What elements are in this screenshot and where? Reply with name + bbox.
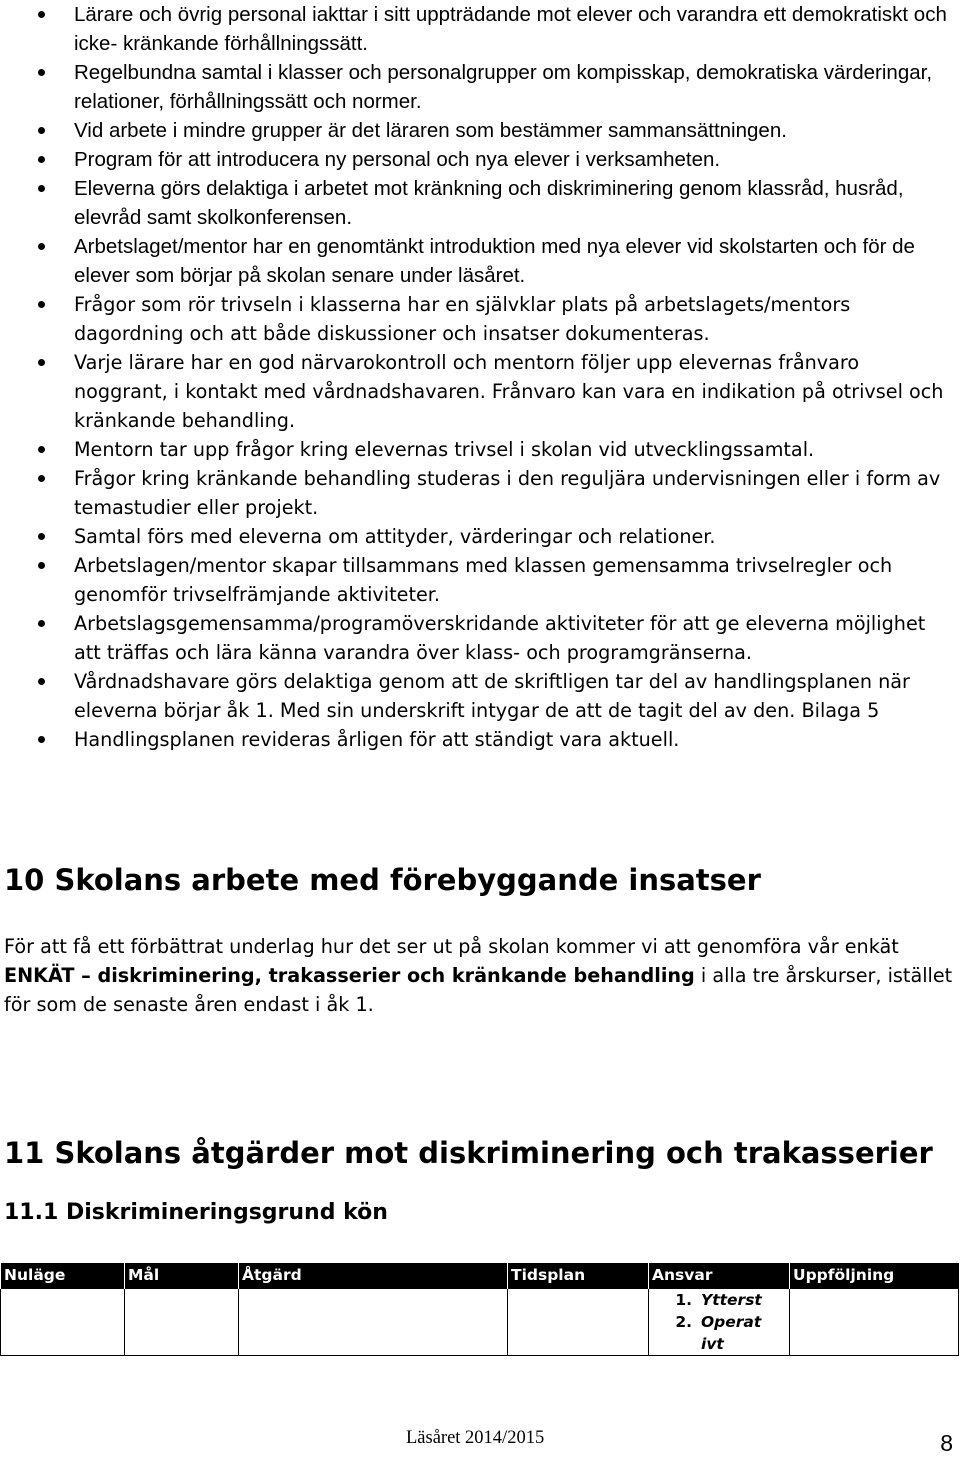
cell-tidsplan: [508, 1289, 649, 1356]
bullet-text: Mentorn tar upp frågor kring elevernas trivsel i skolan vid utvecklingssamtal.: [74, 438, 815, 461]
header-tidsplan: Tidsplan: [508, 1263, 649, 1289]
ansvar-item: [652, 1289, 786, 1311]
bullet-item: [0, 145, 960, 174]
bullet-dot-icon: [38, 156, 45, 163]
section-11-1-heading: 11.1 Diskrimineringsgrund kön: [4, 1200, 388, 1225]
ansvar-item: [652, 1311, 786, 1355]
bullet-dot-icon: [38, 446, 45, 453]
bullet-dot-icon: [38, 301, 45, 308]
bullet-text: Vårdnadshavare görs delaktiga genom att de skriftligen tar del av handlingsplanen när eleverna börjar åk 1. Med sin underskrift intygar de att de tagit del av den. Bilaga 5: [74, 670, 910, 722]
ansvar-item-number: 2.: [675, 1313, 692, 1331]
bullet-dot-icon: [38, 533, 45, 540]
bullet-item: [0, 116, 960, 145]
table-header-row: [1, 1263, 959, 1289]
cell-ansvar: [649, 1289, 790, 1356]
cell-nulage: [1, 1289, 125, 1356]
section-10-heading: 10 Skolans arbete med förebyggande insatser: [4, 863, 761, 897]
bullet-text: Handlingsplanen revideras årligen för att ständigt vara aktuell.: [74, 728, 680, 751]
bullet-text: Arbetslaget/mentor har en genomtänkt introduktion med nya elever vid skolstarten och för de elever som börjar på skolan senare under läsåret.: [74, 235, 915, 287]
bullet-text: Samtal förs med eleverna om attityder, värderingar och relationer.: [74, 525, 716, 548]
bullet-dot-icon: [38, 475, 45, 482]
bullet-dot-icon: [38, 562, 45, 569]
bullet-dot-icon: [38, 127, 45, 134]
bullet-text: Varje lärare har en god närvarokontroll och mentorn följer upp elevernas frånvaro noggrant, i kontakt med vårdnadshavaren. Frånvaro kan vara en indikation på otrivsel och kränkande behandling.: [74, 351, 944, 432]
enkat-title: diskriminering, trakasserier och kränkande behandling: [97, 964, 695, 987]
bullet-dot-icon: [38, 620, 45, 627]
header-ansvar: Ansvar: [649, 1263, 790, 1289]
para-text: För att få ett förbättrat underlag hur det ser ut på skolan kommer vi att genomföra vår enkät: [4, 935, 899, 958]
bullet-text: Eleverna görs delaktiga i arbetet mot kränkning och diskriminering genom klassråd, husråd, elevråd samt skolkonferensen.: [74, 177, 904, 229]
discrimination-table: [0, 1263, 959, 1356]
bullet-dot-icon: [38, 185, 45, 192]
ansvar-item-label: Ytterst: [701, 1291, 762, 1309]
bullet-text: Arbetslagsgemensamma/programöverskridande aktiviteter för att ge eleverna möjlighet att träffas och lära känna varandra över klass- och programgränserna.: [74, 612, 926, 664]
footer-school-year: Läsåret 2014/2015: [406, 1428, 545, 1448]
header-uppfoljning: Uppföljning: [790, 1263, 959, 1289]
section-11-heading: 11 Skolans åtgärder mot diskriminering och trakasserier: [4, 1136, 933, 1170]
bullet-text: Frågor som rör trivseln i klasserna har en självklar plats på arbetslagets/mentors dagordning och att både diskussioner och insatser dokumenteras.: [74, 293, 851, 345]
bullet-dot-icon: [38, 69, 45, 76]
cell-atgard: [239, 1289, 508, 1356]
bullet-item: [0, 551, 960, 609]
bullet-text: Lärare och övrig personal iakttar i sitt uppträdande mot elever och varandra ett demokratiskt och icke- kränkande förhållningssätt.: [74, 3, 947, 55]
bullet-item: [0, 290, 960, 348]
enkat-dash: –: [74, 964, 98, 987]
ansvar-item-label: Operat ivt: [701, 1313, 762, 1353]
bullet-text: Arbetslagen/mentor skapar tillsammans med klassen gemensamma trivselregler och genomför trivselfrämjande aktiviteter.: [74, 554, 893, 606]
cell-uppfoljning: [790, 1289, 959, 1356]
bullet-item: [0, 725, 960, 754]
bullet-dot-icon: [38, 359, 45, 366]
bullet-text: Program för att introducera ny personal och nya elever i verksamheten.: [74, 148, 721, 171]
bullet-item: [0, 435, 960, 464]
bullet-item: [0, 58, 960, 116]
bullet-item: [0, 0, 960, 58]
bullet-dot-icon: [38, 243, 45, 250]
para-text-end: i alla tre årskurser, istället för som de senaste åren endast i åk 1.: [4, 964, 953, 1016]
enkat-label: ENKÄT: [4, 964, 75, 987]
page-number: 8: [940, 1430, 953, 1456]
ansvar-item-number: 1.: [675, 1291, 692, 1309]
bullet-item: [0, 348, 960, 435]
header-atgard: Åtgärd: [239, 1263, 508, 1289]
section-10-paragraph: [4, 932, 954, 1019]
bullet-item: [0, 609, 960, 667]
cell-mal: [125, 1289, 239, 1356]
table-row: [1, 1289, 959, 1356]
bullet-item: [0, 464, 960, 522]
bullet-text: Vid arbete i mindre grupper är det läraren som bestämmer sammansättningen.: [74, 119, 787, 142]
bullet-item: [0, 232, 960, 290]
bullet-item: [0, 667, 960, 725]
bullet-dot-icon: [38, 11, 45, 18]
bullet-item: [0, 522, 960, 551]
bullet-dot-icon: [38, 736, 45, 743]
header-nulage: Nuläge: [1, 1263, 125, 1289]
bullet-text: Regelbundna samtal i klasser och personalgrupper om kompisskap, demokratiska värderingar, relationer, förhållningssätt och normer.: [74, 61, 933, 113]
bullet-text: Frågor kring kränkande behandling studeras i den reguljära undervisningen eller i form av temastudier eller projekt.: [74, 467, 941, 519]
bullet-item: [0, 174, 960, 232]
bullet-dot-icon: [38, 678, 45, 685]
header-mal: Mål: [125, 1263, 239, 1289]
